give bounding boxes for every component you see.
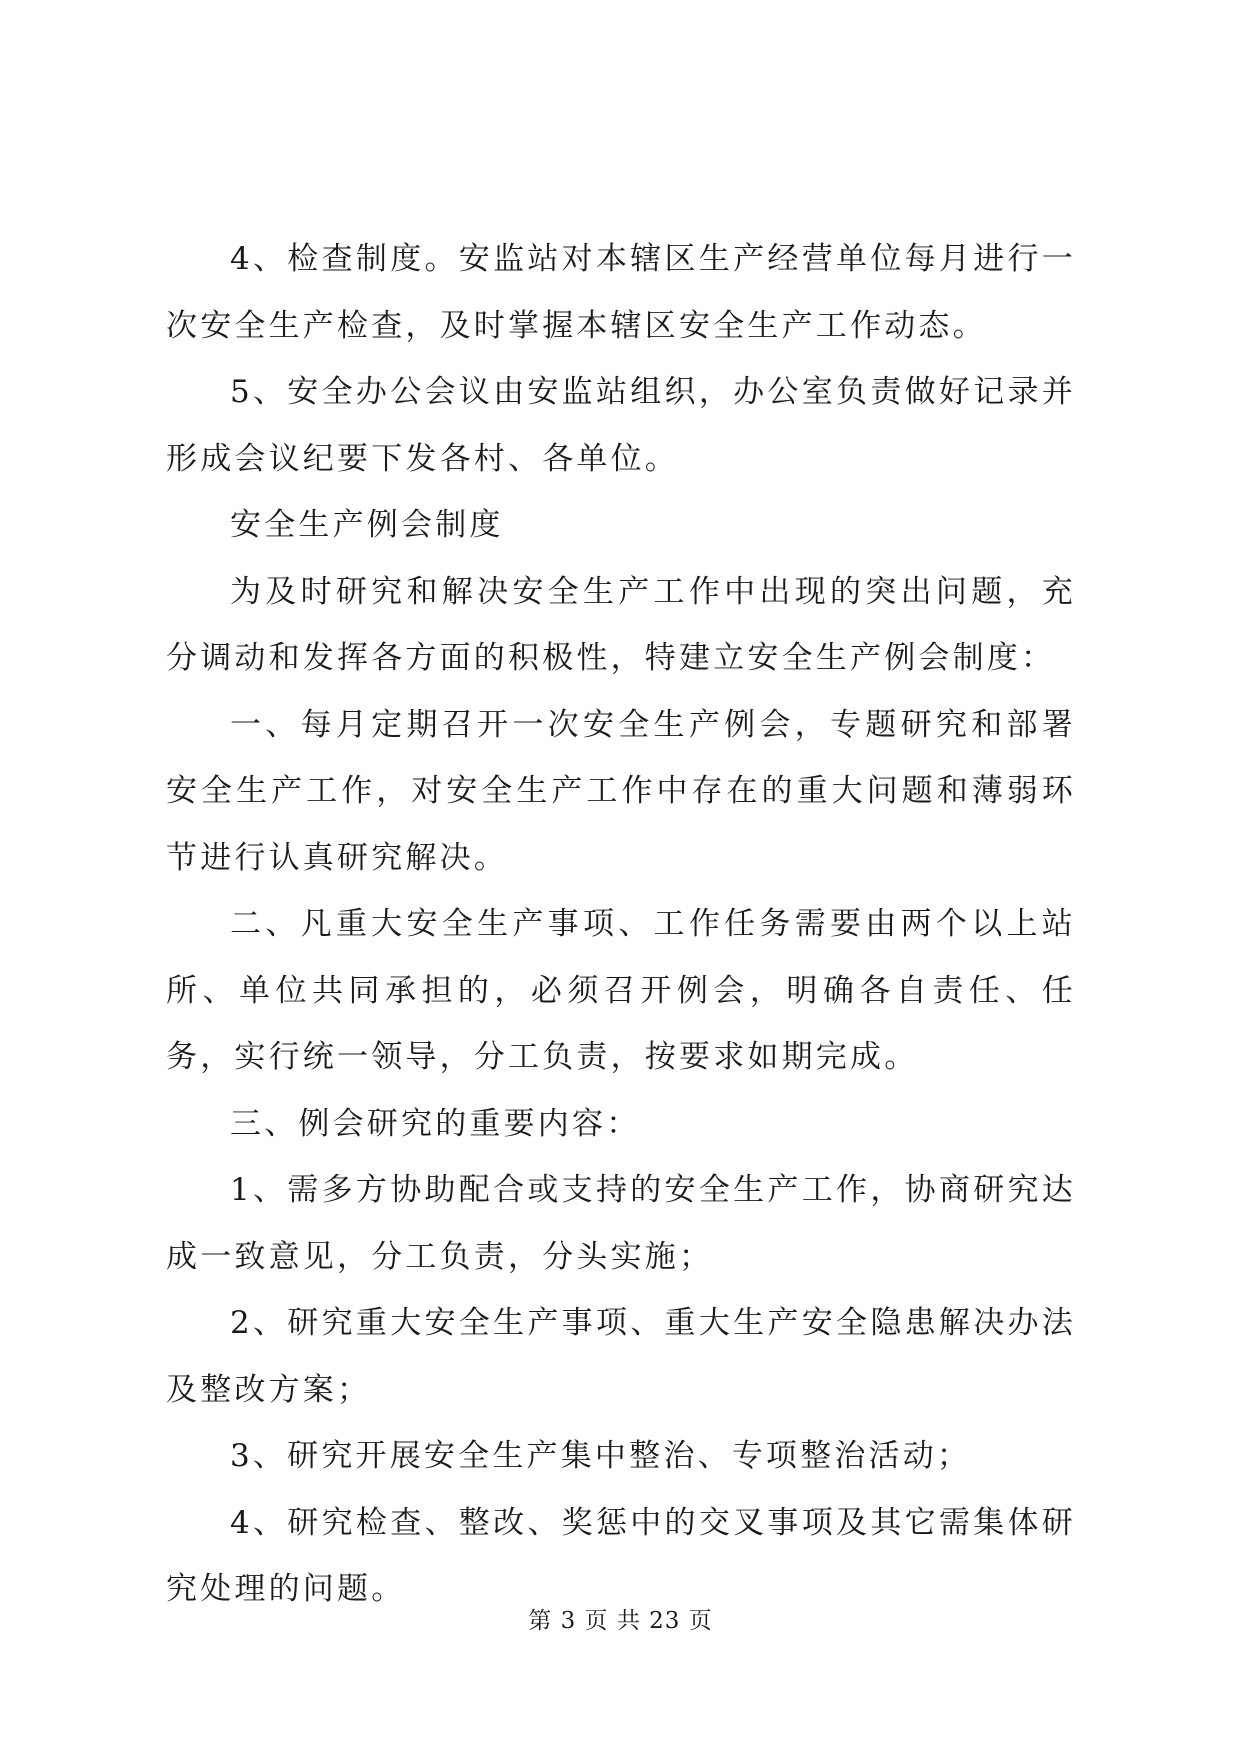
- paragraph-item-two: 二、凡重大安全生产事项、工作任务需要由两个以上站所、单位共同承担的，必须召开例会，明确各自责任、任务，实行统一领导，分工负责，按要求如期完成。: [166, 906, 1076, 1075]
- list-item-2: 2、研究重大安全生产事项、重大生产安全隐患解决办法及整改方案；: [166, 1305, 1076, 1408]
- list-item-1: 1、需多方协助配合或支持的安全生产工作，协商研究达成一致意见，分工负责，分头实施；: [166, 1172, 1076, 1275]
- page-number-footer: 第 3 页 共 23 页: [528, 1608, 713, 1634]
- paragraph-item-three: 三、例会研究的重要内容：: [230, 1105, 641, 1142]
- document-body: [166, 226, 1076, 1623]
- paragraph-office-meeting: 5、安全办公会议由安监站组织，办公室负责做好记录并形成会议纪要下发各村、各单位。: [166, 374, 1076, 477]
- paragraph-intro: 为及时研究和解决安全生产工作中出现的突出问题，充分调动和发挥各方面的积极性，特建立安全生产例会制度：: [166, 573, 1076, 676]
- paragraph-inspection-system: 4、检查制度。安监站对本辖区生产经营单位每月进行一次安全生产检查，及时掌握本辖区安全生产工作动态。: [166, 241, 1076, 344]
- list-item-3: 3、研究开展安全生产集中整治、专项整治活动；: [230, 1438, 972, 1474]
- section-heading: 安全生产例会制度: [230, 507, 504, 543]
- paragraph-item-one: 一、每月定期召开一次安全生产例会，专题研究和部署安全生产工作，对安全生产工作中存在的重大问题和薄弱环节进行认真研究解决。: [166, 706, 1076, 876]
- list-item-4: 4、研究检查、整改、奖惩中的交叉事项及其它需集体研究处理的问题。: [166, 1504, 1076, 1607]
